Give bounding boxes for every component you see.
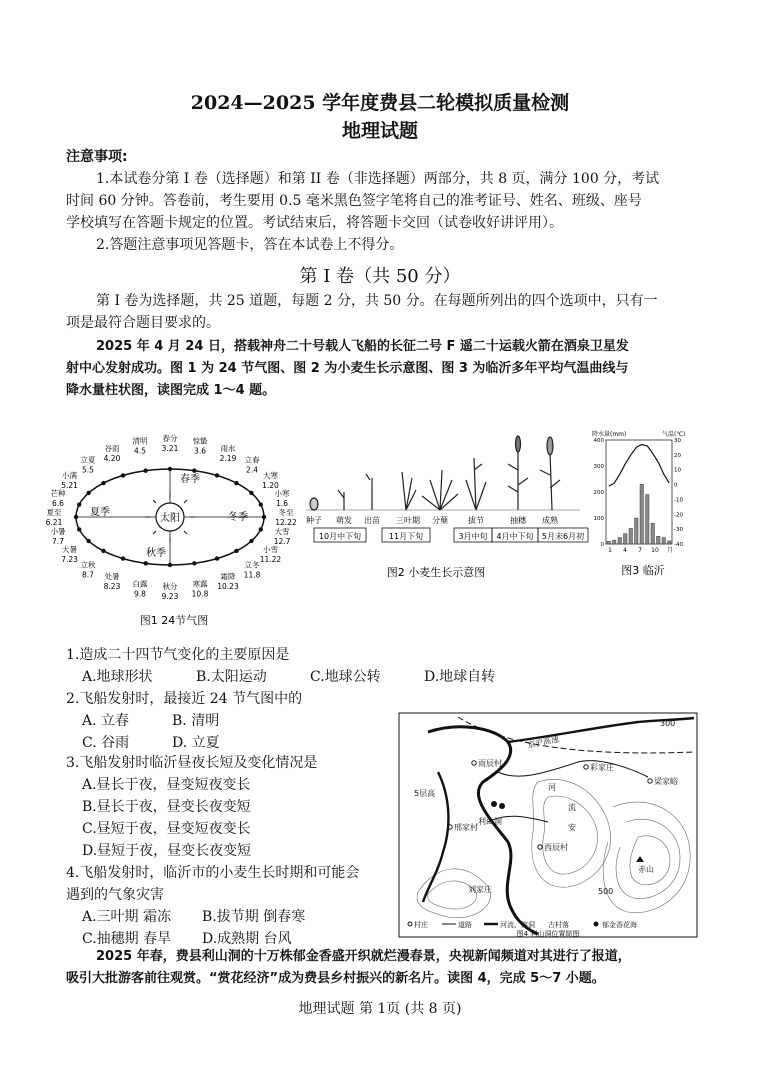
svg-text:300: 300	[660, 719, 676, 728]
svg-text:5层高: 5层高	[414, 789, 436, 798]
precip-bar	[657, 536, 661, 544]
question-4-stem: 4.飞船发射时，临沂市的小麦生长时期和可能会	[66, 865, 360, 881]
tillering-icon	[422, 470, 458, 510]
stage-label: 分蘖	[432, 516, 448, 525]
term-point	[77, 527, 81, 531]
term-date: 1.6	[276, 498, 289, 508]
svg-text:利山洞: 利山洞	[478, 817, 502, 826]
notice-line-2: 时间 60 分钟。答卷前，考生要用 0.5 毫米黑色签字笔将自己的准考证号、姓名、班级、座号	[66, 193, 642, 209]
term-name: 寒露	[192, 579, 208, 589]
svg-text:安: 安	[568, 823, 576, 832]
term-date: 2.4	[246, 465, 258, 475]
q1-option-b[interactable]: B.太阳运动	[196, 669, 267, 685]
q3-option-b[interactable]: B.昼长于夜，昼变长夜变短	[82, 799, 251, 815]
term-date: 2.19	[219, 453, 237, 463]
term-date: 11.8	[243, 570, 261, 580]
q1-option-a[interactable]: A.地球形状	[82, 669, 153, 685]
right-tick: -20	[674, 512, 683, 519]
plot-frame	[606, 440, 672, 544]
left-axis-label: 降水量(mm)	[592, 431, 627, 438]
term-date: 3.6	[194, 446, 206, 456]
stage-label: 成熟	[542, 516, 558, 525]
term-name: 小满	[62, 471, 78, 480]
q4-option-c[interactable]: C.抽穗期 春旱	[82, 931, 172, 947]
passage2-line-1: 2025 年春，费县利山洞的十万株郁金香盛开织就烂漫春景，央视新闻频道对其进行了报道，	[96, 949, 631, 964]
left-tick: 300	[593, 464, 604, 470]
three-leaf-icon	[402, 472, 416, 510]
question-4-stem-2: 遇到的气象灾害	[66, 887, 164, 903]
svg-text:流: 流	[568, 803, 576, 812]
q1-option-d[interactable]: D.地球自转	[424, 669, 496, 685]
term-point	[143, 561, 147, 565]
right-tick: 30	[674, 438, 681, 444]
figure1-caption: 图1 24节气图	[139, 614, 209, 627]
section-heading: 第 I 卷（共 50 分）	[299, 266, 461, 287]
precip-bars	[607, 484, 671, 544]
term-date: 9.8	[134, 589, 146, 599]
figure1-solar-terms-diagram	[45, 420, 297, 630]
term-date: 4.5	[134, 446, 146, 456]
passage1-line-2: 射中心发射成功。图 1 为 24 节气图、图 2 为小麦生长示意图、图 3 为临沂多年平均气温曲线与	[66, 361, 629, 376]
precip-bar	[618, 538, 622, 545]
term-name: 夏至	[46, 508, 62, 517]
notice-line-4: 2.答题注意事项见答题卡，答在本试卷上不得分。	[96, 237, 404, 253]
q2-option-d[interactable]: D. 立夏	[172, 735, 220, 751]
precip-bar	[607, 541, 611, 544]
page-title: 2024—2025 学年度费县二轮模拟质量检测	[190, 92, 570, 114]
stage-label: 拔节	[468, 516, 484, 525]
right-tick: -10	[674, 497, 683, 504]
svg-text:邢家村: 邢家村	[454, 823, 478, 832]
precip-bar	[640, 484, 644, 544]
term-point	[259, 527, 263, 531]
term-name: 立春	[244, 455, 260, 465]
mature-ear-icon	[547, 437, 553, 455]
figure2-wheat-growth	[300, 430, 592, 580]
q4-option-b[interactable]: B.拔节期 倒春寒	[202, 909, 306, 925]
svg-text:雨辰村: 雨辰村	[478, 759, 502, 768]
term-name: 大寒	[262, 471, 278, 480]
left-tick: 200	[593, 490, 604, 496]
heading-icon	[508, 450, 528, 510]
term-point	[259, 502, 263, 506]
right-tick: 20	[674, 452, 681, 459]
stage-label: 出苗	[364, 516, 380, 525]
term-date: 8.23	[103, 582, 121, 592]
svg-text:赤山: 赤山	[638, 865, 654, 874]
sun-label: 太阳	[160, 513, 180, 524]
term-name: 小寒	[274, 488, 290, 498]
term-date: 8.7	[82, 570, 94, 580]
term-name: 立冬	[244, 560, 260, 570]
term-name: 秋分	[162, 582, 178, 591]
term-name: 小雪	[262, 545, 278, 554]
figure3-caption: 图3 临沂	[621, 564, 665, 577]
right-tick: -40	[674, 542, 683, 548]
q4-option-a[interactable]: A.三叶期 霜冻	[82, 909, 172, 925]
svg-text:刘家庄: 刘家庄	[468, 885, 492, 894]
term-date: 9.23	[161, 592, 179, 601]
seedling-icon	[366, 474, 372, 510]
svg-text:郁金香花海: 郁金香花海	[602, 921, 637, 929]
right-tick: -30	[674, 527, 683, 534]
question-2-stem: 2.飞船发射时，最接近 24 节气图中的	[66, 691, 303, 707]
q3-option-c[interactable]: C.昼短于夜，昼变短夜变长	[82, 821, 251, 837]
term-point	[74, 515, 78, 519]
season-autumn: 秋季	[146, 548, 166, 559]
period-3: 3月中旬	[458, 532, 488, 541]
term-point	[121, 556, 125, 560]
x-tick: 10	[651, 547, 659, 554]
term-name: 冬至	[278, 508, 294, 517]
q2-option-c[interactable]: C. 谷雨	[82, 735, 130, 751]
term-name: 大雪	[274, 527, 290, 537]
season-winter: 冬季	[228, 512, 248, 523]
wheat-ear-icon	[516, 436, 521, 452]
term-name: 惊蛰	[192, 436, 208, 446]
svg-text:彩家庄: 彩家庄	[590, 763, 614, 772]
q1-option-c[interactable]: C.地球公转	[310, 669, 381, 685]
q3-option-a[interactable]: A.昼长于夜，昼变短夜变长	[82, 777, 251, 793]
period-5: 5月末6月初	[541, 532, 585, 541]
svg-text:道路: 道路	[458, 921, 472, 929]
q2-option-b[interactable]: B. 清明	[172, 713, 220, 729]
term-date: 12.7	[273, 537, 291, 547]
term-point	[234, 481, 238, 485]
stage-labels	[306, 515, 559, 525]
page-subtitle: 地理试题	[341, 120, 418, 142]
right-axis-label: 气温(℃)	[662, 431, 686, 438]
term-name: 雨水	[220, 443, 236, 453]
season-summer: 夏季	[90, 507, 110, 518]
notice-line-1: 1.本试卷分第 I 卷（选择题）和第 II 卷（非选择题）两部分，共 8 页，满分 100 分，考试	[96, 171, 660, 187]
precip-bar	[629, 528, 633, 544]
term-date: 6.6	[51, 498, 64, 508]
right-tick: 10	[674, 467, 681, 474]
term-name: 小暑	[50, 527, 66, 537]
svg-text:古村落: 古村落	[548, 921, 569, 929]
period-4: 4月中下旬	[496, 532, 534, 541]
stage-label: 抽穗	[510, 516, 526, 525]
period-2: 11月下旬	[388, 532, 424, 541]
figure2-caption: 图2 小麦生长示意图	[386, 566, 486, 579]
figure4-lishan-cave-map	[398, 712, 698, 938]
wheat-stages-icons	[310, 436, 560, 510]
term-point	[101, 549, 105, 553]
term-date: 5.21	[61, 481, 78, 490]
term-date: 11.22	[259, 555, 282, 564]
term-date: 7.23	[61, 555, 78, 564]
sprout-icon	[338, 490, 344, 510]
term-name: 白露	[132, 579, 148, 589]
section-intro-1: 第 I 卷为选择题，共 25 道题，每题 2 分，共 50 分。在每题所列出的四个选项中，只有一	[96, 293, 658, 309]
term-date: 4.20	[103, 453, 121, 463]
figure3-climate-chart	[588, 428, 700, 580]
axis-ticks	[594, 438, 684, 554]
temperature-curve	[609, 445, 670, 487]
term-point	[234, 549, 238, 553]
term-name: 立秋	[80, 560, 96, 570]
precip-bar	[635, 518, 639, 544]
right-tick: 0	[674, 482, 678, 489]
left-tick: 400	[593, 438, 604, 444]
term-name: 清明	[132, 436, 148, 446]
term-point	[86, 539, 90, 543]
precip-bar	[613, 540, 617, 544]
term-point	[143, 468, 147, 472]
stage-label: 种子	[306, 516, 322, 525]
question-3-stem: 3.飞船发射时临沂昼夜长短及变化情况是	[66, 755, 318, 771]
term-point	[121, 473, 125, 477]
term-point	[249, 539, 253, 543]
term-date: 10.8	[191, 589, 209, 599]
svg-text:京沪高速: 京沪高速	[526, 734, 560, 750]
question-1-stem: 1.造成二十四节气变化的主要原因是	[66, 647, 290, 663]
svg-text:河: 河	[548, 783, 556, 792]
precip-bar	[624, 534, 628, 544]
term-date: 10.23	[217, 582, 239, 592]
figure4-caption: 图4 利山洞位置简图	[516, 930, 580, 938]
term-point	[168, 563, 172, 567]
x-tick: 4	[623, 547, 627, 554]
term-point	[168, 467, 172, 471]
term-name: 立夏	[80, 455, 96, 465]
term-point	[101, 481, 105, 485]
term-name: 芒种	[50, 488, 66, 498]
page-footer: 地理试题 第 1页 (共 8 页)	[298, 1001, 462, 1017]
seed-icon	[310, 498, 318, 510]
left-tick: 100	[593, 516, 604, 522]
x-tick: 1	[608, 547, 612, 554]
term-point	[192, 468, 196, 472]
term-name: 谷雨	[104, 443, 120, 453]
precip-bar	[662, 538, 666, 545]
svg-text:500: 500	[598, 887, 614, 896]
jointing-icon	[466, 458, 486, 510]
term-point	[262, 515, 266, 519]
q4-option-d[interactable]: D.成熟期 台风	[202, 931, 292, 947]
stage-label: 三叶期	[396, 516, 420, 525]
passage1-line-3: 降水量柱状图，读图完成 1～4 题。	[66, 383, 276, 398]
x-tick: 7	[638, 547, 642, 554]
svg-text:西辰村: 西辰村	[544, 843, 568, 852]
term-point	[86, 491, 90, 495]
section-intro-2: 项是最符合题目要求的。	[66, 315, 220, 331]
season-spring: 春季	[180, 474, 200, 485]
passage2-line-2: 吸引大批游客前往观赏。“赏花经济”成为费县乡村振兴的新名片。读图 4，完成 5～7 小题。	[66, 971, 605, 986]
notice-line-3: 学校填写在答题卡规定的位置。考试结束后，将答题卡交回（试卷收好讲评用）。	[66, 215, 563, 231]
term-point	[215, 473, 219, 477]
term-name: 霜降	[220, 572, 236, 582]
term-point	[249, 491, 253, 495]
term-name: 春分	[162, 434, 178, 443]
svg-text:村庄: 村庄	[414, 921, 428, 929]
stage-label: 萌发	[336, 516, 352, 525]
period-1: 10月中下旬	[318, 532, 362, 541]
left-tick: 0	[600, 542, 604, 548]
q2-option-a[interactable]: A. 立春	[82, 713, 130, 729]
term-point	[215, 556, 219, 560]
term-point	[192, 561, 196, 565]
term-name: 大暑	[62, 545, 78, 554]
term-date: 5.5	[82, 465, 94, 475]
term-date: 7.7	[51, 537, 64, 547]
term-date: 1.20	[262, 481, 279, 490]
mature-icon	[540, 452, 560, 510]
svg-text:梁家峪: 梁家峪	[654, 777, 678, 786]
term-name: 处暑	[104, 572, 120, 582]
passage1-line-1: 2025 年 4 月 24 日，搭载神舟二十号载人飞船的长征二号 F 遥二十运载火箭在酒泉卫星发	[96, 339, 629, 354]
precip-bar	[668, 541, 672, 544]
term-date: 3.21	[161, 444, 179, 453]
q3-option-d[interactable]: D.昼短于夜，昼变长夜变短	[82, 843, 252, 859]
x-tick: 月	[666, 547, 674, 554]
term-point	[77, 502, 81, 506]
notice-heading: 注意事项:	[66, 149, 128, 165]
precip-bar	[646, 495, 650, 544]
term-date: 6.21	[45, 518, 63, 527]
svg-text:河流、溶洞: 河流、溶洞	[500, 921, 535, 929]
precip-bar	[651, 523, 655, 544]
term-date: 12.22	[275, 518, 297, 527]
